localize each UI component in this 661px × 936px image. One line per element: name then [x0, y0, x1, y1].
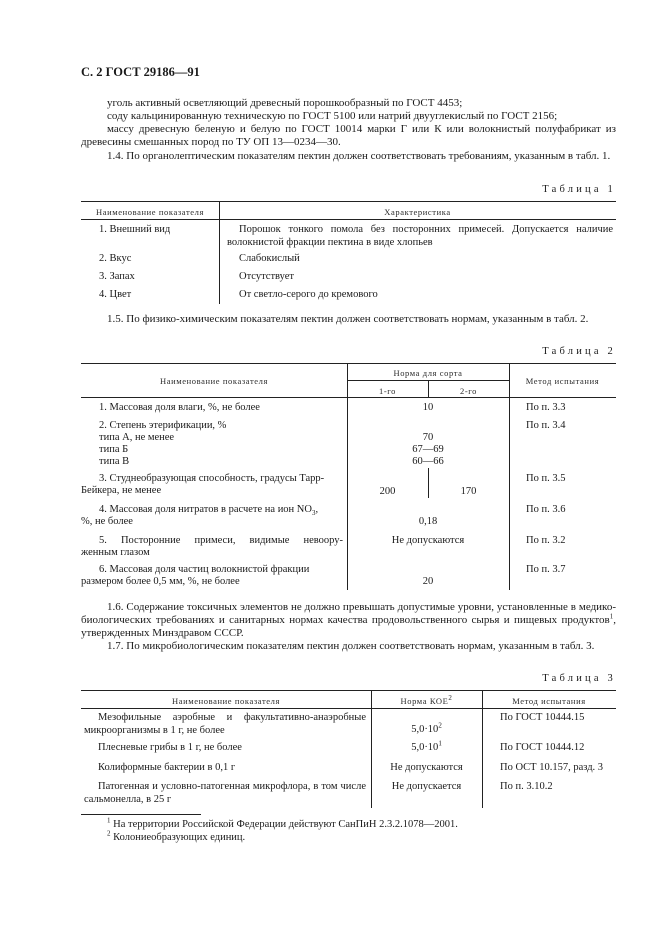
table2-row2-sub-c-value: 60—66	[412, 456, 444, 467]
table3-row4-method: По п. 3.10.2	[500, 781, 553, 792]
table2-row1-method: По п. 3.3	[526, 402, 566, 413]
page-header: С. 2 ГОСТ 29186—91	[81, 65, 200, 79]
footnote-rule	[81, 814, 201, 815]
intro-item-2: соду кальцинированную техническую по ГОСТ 5100 или натрий двууглекислый по ГОСТ 2156;	[107, 110, 558, 122]
table3-row3-name: Колиформные бактерии в 0,1 г	[98, 762, 236, 773]
table3-row2-norm: $5,0\cdot 10^1$	[411, 739, 442, 753]
table3-row4-norm: Не допускается	[391, 781, 462, 792]
table2-row6-value: 20	[422, 576, 434, 587]
table2-row4-name-line2: %, не более	[81, 516, 133, 527]
table2-row6-name-line1: 6. Массовая доля частиц волокнистой фракции	[99, 564, 310, 575]
table1-row3-value: Отсутствует	[239, 271, 294, 282]
table3-header-norm: Норма КОЕ$^2$	[400, 694, 453, 706]
table1-row2-name: 2. Вкус	[99, 253, 132, 264]
table2-row2-method: По п. 3.4	[526, 420, 566, 431]
table3-caption: Таблица 3	[542, 673, 616, 684]
table3-row1-norm: $5,0\cdot 10^2$	[411, 721, 442, 735]
table1-row2-value: Слабокислый	[239, 253, 300, 264]
table2-row5-name-line1: 5. Посторонние примеси, видимые невоору-	[99, 535, 343, 546]
table2-row6-name-line2: размером более 0,5 мм, %, не более	[81, 576, 240, 587]
paragraph-1-5: 1.5. По физико-химическим показателям пектин должен соответствовать нормам, указанным в табл. 2.	[107, 313, 589, 325]
table3-top-rule	[81, 690, 616, 691]
footnote-1: $^1$ На территории Российской Федерации действуют СанПиН 2.3.2.1078—2001.	[107, 816, 458, 830]
table2-row4-value: 0,18	[418, 516, 438, 527]
table2-top-rule	[81, 363, 616, 364]
table1-top-rule	[81, 201, 616, 202]
table3-row1-method: По ГОСТ 10444.15	[500, 712, 585, 723]
table2-row2-sub-a: типа А, не менее	[99, 432, 175, 443]
table2-row5-method: По п. 3.2	[526, 535, 566, 546]
table3-row2-method: По ГОСТ 10444.12	[500, 742, 585, 753]
table2-header-grade2: 2-го	[459, 386, 477, 396]
table2-row3-value-grade1: 200	[379, 486, 396, 497]
table2-header-name: Наименование показателя	[159, 376, 268, 386]
table2-row3-method: По п. 3.5	[526, 473, 566, 484]
table2-header-method: Метод испытания	[525, 376, 600, 386]
table2-row5-value: Не допускаются	[391, 535, 465, 546]
table1-header-name: Наименование показателя	[95, 207, 204, 217]
table2-header-grade1: 1-го	[378, 386, 396, 396]
table2-row2-name: 2. Степень этерификации, %	[99, 420, 227, 431]
table1-row4-value: От светло-серого до кремового	[239, 289, 378, 300]
table2-row6-method: По п. 3.7	[526, 564, 566, 575]
table3-row3-norm: Не допускаются	[390, 762, 463, 773]
intro-item-3: массу древесную беленую и белую по ГОСТ 10014 марки Г или К или волокнистый полуфабрикат из древесины смешанных пород по ТУ ОП 13—0234—30.	[81, 123, 616, 148]
table1-header-characteristic: Характеристика	[384, 207, 451, 217]
table2-row1-value: 10	[422, 402, 434, 413]
table2-caption: Таблица 2	[542, 346, 616, 357]
table2-row5-name-line2: женным глазом	[81, 547, 150, 558]
table1-caption: Таблица 1	[542, 184, 616, 195]
table3-header-method: Метод испытания	[512, 696, 586, 706]
table1-row3-name: 3. Запах	[99, 271, 135, 282]
table1-row1-name: 1. Внешний вид	[99, 224, 171, 235]
table2-row3-name-line1: 3. Студнеобразующая способность, градусы Тарр-	[99, 473, 325, 484]
table1-row4-name: 4. Цвет	[99, 289, 132, 300]
paragraph-1-4: 1.4. По органолептическим показателям пектин должен соответствовать требованиям, указанным в табл. 1.	[107, 150, 611, 162]
table1-header-rule	[81, 219, 616, 220]
table2-row3-name-line2: Бейкера, не менее	[81, 485, 162, 496]
intro-item-1: уголь активный осветляющий древесный порошкообразный по ГОСТ 4453;	[107, 97, 463, 109]
table2-row1-name: 1. Массовая доля влаги, %, не более	[99, 402, 260, 413]
table2-row4-name-line1: 4. Массовая доля нитратов в расчете на ион $NO_3$,	[99, 504, 319, 518]
table2-row4-method: По п. 3.6	[526, 504, 566, 515]
table2-row3-value-grade2: 170	[460, 486, 477, 497]
table3-header-rule	[81, 708, 616, 709]
table1-row1-value: Порошок тонкого помола без посторонних примесей. Допускается наличие волокнистой фракции пектина в виде хлопьев	[227, 224, 613, 248]
paragraph-1-7: 1.7. По микробиологическим показателям пектин должен соответствовать нормам, указанным в табл. 3.	[107, 640, 595, 652]
paragraph-1-6: 1.6. Содержание токсичных элементов не должно превышать допустимые уровни, установленные в медико-биологических требованиях и санитарных нормах качества продовольственного сырья и пищевых продуктов$^1$, утвержденных Минздравом СССР.	[81, 601, 616, 639]
table2-row2-sub-a-value: 70	[422, 432, 434, 443]
table3-row1-name: Мезофильные аэробные и факультативно-анаэробные микроорганизмы в 1 г, не более	[84, 712, 366, 736]
table2-divider-2	[509, 363, 510, 590]
footnote-2: $^2$ Колониеобразующих единиц.	[107, 829, 246, 843]
table3-row2-name: Плесневые грибы в 1 г, не более	[98, 742, 242, 753]
table2-row2-sub-c: типа В	[99, 456, 130, 467]
table2-header-norm: Норма для сорта	[393, 368, 463, 378]
table2-row2-sub-b-value: 67—69	[412, 444, 444, 455]
table3-header-name: Наименование показателя	[171, 696, 280, 706]
table3-row3-method: По ОСТ 10.157, разд. 3	[500, 762, 604, 773]
table3-row4-name: Патогенная и условно-патогенная микрофлора, в том числе сальмонелла, в 25 г	[84, 781, 366, 805]
table2-row2-sub-b: типа Б	[99, 444, 129, 455]
